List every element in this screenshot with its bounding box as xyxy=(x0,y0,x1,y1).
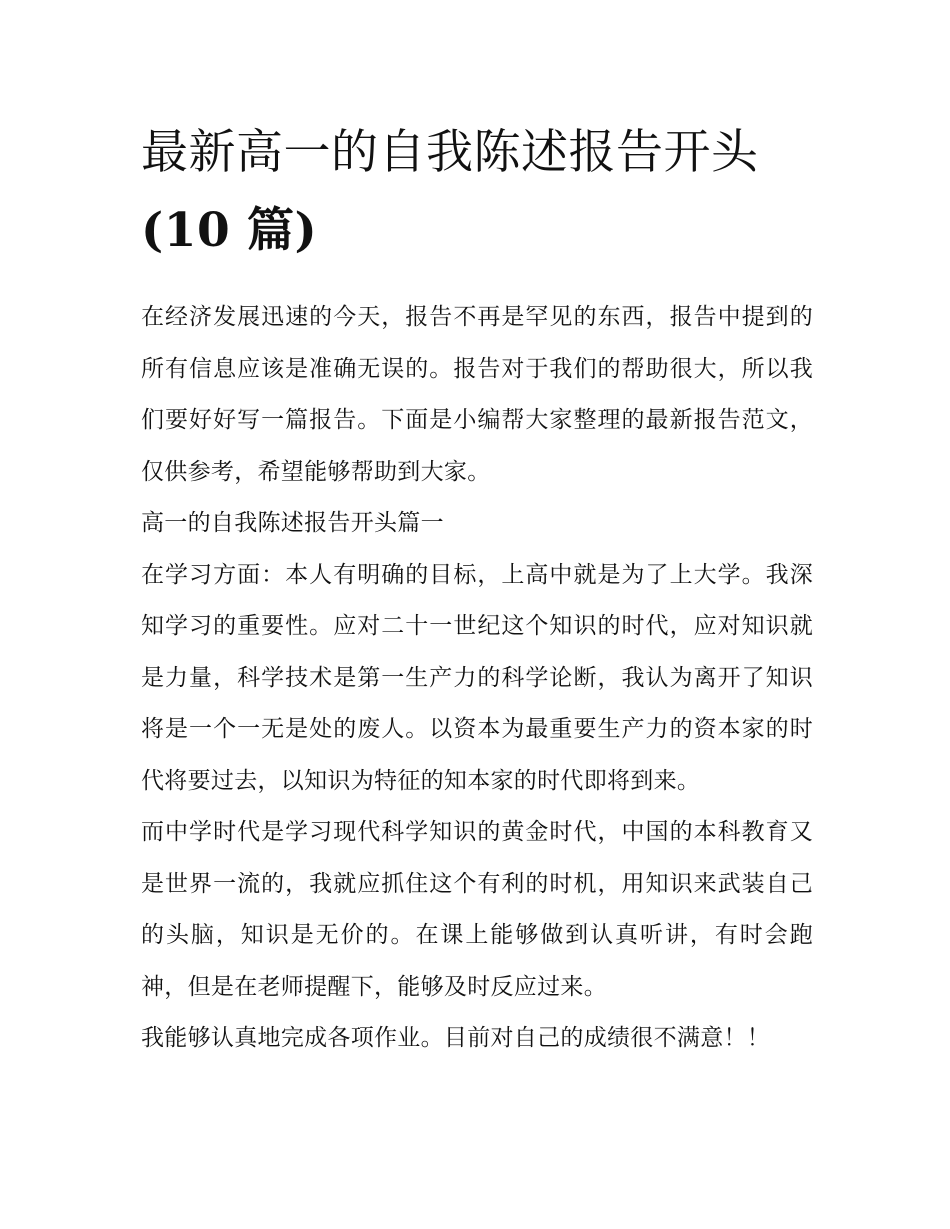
document-title xyxy=(141,114,813,270)
paragraph-high-school-era: 而中学时代是学习现代科学知识的黄金时代，中国的本科教育又是世界一流的，我就应抓住这个有利的时机，用知识来武装自己的头脑，知识是无价的。在课上能够做到认真听讲，有时会跑神，但是在老师提醒下，能够及时反应过来。 xyxy=(141,819,813,1000)
paragraph-study-goals: 在学习方面：本人有明确的目标，上高中就是为了上大学。我深知学习的重要性。应对二十一世纪这个知识的时代，应对知识就是力量，科学技术是第一生产力的科学论断，我认为离开了知识将是一个一无是处的废人。以资本为最重要生产力的资本家的时代将要过去，以知识为特征的知本家的时代即将到来。 xyxy=(141,561,813,794)
section-heading: 高一的自我陈述报告开头篇一 xyxy=(141,510,444,536)
article-text xyxy=(141,292,813,1065)
document-body xyxy=(141,114,813,1065)
intro-paragraph: 在经济发展迅速的今天，报告不再是罕见的东西，报告中提到的所有信息应该是准确无误的。报告对于我们的帮助很大，所以我们要好好写一篇报告。下面是小编帮大家整理的最新报告范文，仅供参考，希望能够帮助到大家。 xyxy=(141,304,813,485)
title-count: (10 篇) xyxy=(141,203,318,258)
paragraph-homework: 我能够认真地完成各项作业。目前对自己的成绩很不满意！！ xyxy=(141,1025,771,1051)
title-main: 最新高一的自我陈述报告开头 xyxy=(141,125,759,180)
